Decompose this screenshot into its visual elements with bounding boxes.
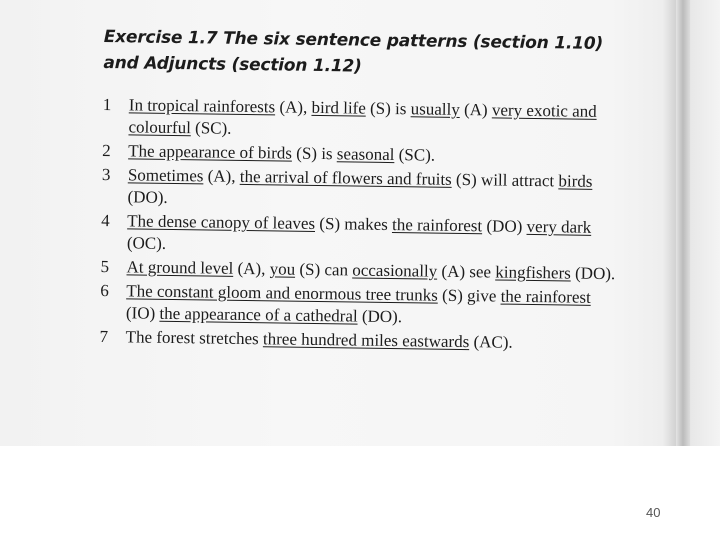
- sentence-text: (OC).: [126, 233, 167, 253]
- sentence-text: The forest stretches: [125, 327, 264, 349]
- underlined-phrase: At ground level: [126, 257, 234, 278]
- sentence-text: (S) will attract: [451, 169, 559, 191]
- underlined-phrase: the rainforest: [500, 286, 591, 307]
- sentence-text: (S) can: [295, 259, 353, 280]
- sentence-text: (IO): [125, 303, 160, 323]
- sentence-list: [99, 94, 622, 355]
- underlined-phrase: seasonal: [336, 144, 395, 165]
- sentence-text: (S) makes: [314, 213, 393, 235]
- sentence-number: 1: [102, 94, 112, 115]
- underlined-phrase: very dark: [526, 216, 592, 237]
- sentence-item: [99, 326, 619, 355]
- sentence-text: (DO).: [570, 263, 616, 284]
- sentence-number: 7: [99, 326, 109, 347]
- sentence-text: (S) is: [291, 143, 337, 164]
- underlined-phrase: The constant gloom and enormous tree trunks: [126, 281, 438, 305]
- sentence-text: (DO).: [357, 306, 403, 327]
- sentence-text: (SC).: [190, 118, 232, 138]
- underlined-phrase: In tropical rainforests: [128, 95, 276, 117]
- sentence-number: 2: [102, 140, 111, 161]
- sentence-number: 3: [101, 164, 111, 185]
- underlined-phrase: the rainforest: [391, 215, 483, 236]
- sentence-text: (SC).: [394, 145, 436, 165]
- sentence-item: [101, 210, 622, 261]
- sentence-text: (DO): [482, 216, 527, 236]
- underlined-phrase: The appearance of birds: [128, 141, 293, 163]
- underlined-phrase: usually: [410, 99, 460, 119]
- underlined-phrase: Sometimes: [127, 165, 204, 186]
- sentence-text: (S) give: [437, 285, 501, 306]
- sentence-text: (A): [459, 99, 493, 120]
- sentence-item: [102, 94, 623, 145]
- sentence-number: 4: [101, 210, 110, 231]
- sentence-number: 5: [100, 256, 110, 277]
- book-spine-shadow: [676, 0, 690, 446]
- underlined-phrase: you: [269, 259, 296, 279]
- underlined-phrase: bird life: [311, 97, 366, 118]
- sentence-item: [101, 164, 622, 215]
- exercise-content: [99, 24, 624, 357]
- sentence-number: 6: [100, 280, 109, 301]
- sentence-text: (A),: [275, 97, 312, 117]
- underlined-phrase: kingfishers: [495, 262, 571, 283]
- sentence-text: (S) is: [365, 98, 411, 119]
- sentence-item: [100, 280, 621, 331]
- exercise-title: Exercise 1.7 The six sentence patterns (section 1.10) and Adjuncts (section 1.12): [103, 26, 604, 77]
- sentence-text: (DO).: [127, 187, 168, 207]
- sentence-text: (A),: [203, 166, 240, 186]
- page-number: 40: [646, 505, 661, 520]
- sentence-text: (A),: [233, 258, 270, 279]
- underlined-phrase: three hundred miles eastwards: [262, 329, 470, 352]
- underlined-phrase: the appearance of a cathedral: [159, 303, 358, 326]
- underlined-phrase: very exotic and colourful: [128, 100, 597, 138]
- underlined-phrase: occasionally: [352, 260, 438, 281]
- underlined-phrase: the arrival of flowers and fruits: [239, 166, 452, 189]
- sentence-text: (AC).: [469, 332, 513, 352]
- underlined-phrase: The dense canopy of leaves: [127, 211, 316, 233]
- underlined-phrase: birds: [558, 171, 593, 191]
- sentence-text: (A) see: [437, 261, 496, 282]
